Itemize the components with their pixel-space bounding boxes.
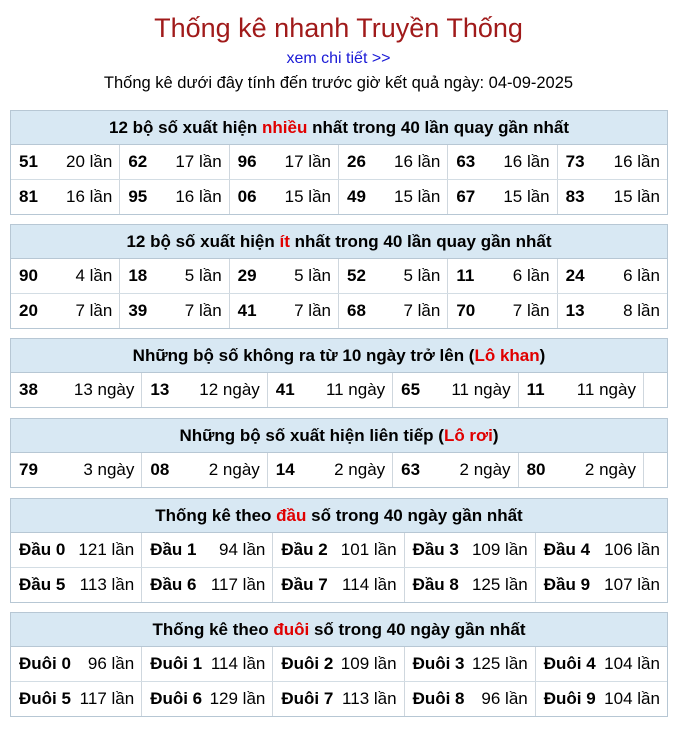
number-cell: 73 16 lần: [565, 152, 660, 171]
number-cell: 13 12 ngày: [142, 373, 267, 407]
least-frequent-header: 12 bộ số xuất hiện ít nhất trong 40 lần quay gần nhất: [11, 225, 667, 259]
number-cell: 65 11 ngày: [393, 373, 518, 407]
date-note: Thống kê dưới đây tính đến trước giờ kết quả ngày: 04-09-2025: [103, 74, 574, 92]
number-cell: 51 20 lần: [11, 145, 120, 179]
lo-khan-table: [10, 338, 668, 408]
table-row: [11, 373, 667, 407]
number-cell: Đuôi 7 113 lần: [273, 682, 404, 716]
number-cell: 14 2 ngày: [268, 453, 393, 487]
table-row: [11, 145, 667, 179]
number-cell: 81 16 lần: [11, 180, 120, 214]
number-cell: Đầu 5 113 lần: [11, 568, 142, 602]
lo-khan-header: Những bộ số không ra từ 10 ngày trở lên (Lô khan): [11, 339, 667, 373]
number-cell: 11 11 ngày: [519, 373, 644, 407]
number-cell: 39 7 lần: [120, 294, 229, 328]
number-cell: 29 5 lần: [230, 259, 339, 293]
number-cell: Đầu 1 94 lần: [142, 533, 273, 567]
dau-header: Thống kê theo đầu số trong 40 ngày gần nhất: [11, 499, 667, 533]
number-cell: 90 4 lần: [11, 259, 120, 293]
empty-cell: [644, 453, 665, 487]
number-cell: Đuôi 0 96 lần: [11, 647, 142, 681]
number-cell: Đuôi 9 104 lần: [543, 689, 660, 708]
empty-cell: [644, 373, 665, 407]
number-cell: Đuôi 5 117 lần: [11, 682, 142, 716]
duoi-table: [10, 612, 668, 717]
dau-table: [10, 498, 668, 603]
number-cell: Đầu 3 109 lần: [405, 533, 536, 567]
number-cell: 06 15 lần: [230, 180, 339, 214]
detail-link[interactable]: xem chi tiết >>: [286, 50, 391, 67]
number-cell: 26 16 lần: [339, 145, 448, 179]
number-cell: 49 15 lần: [339, 180, 448, 214]
table-row: [11, 293, 667, 328]
number-cell: Đuôi 1 114 lần: [142, 647, 273, 681]
most-frequent-table: [10, 110, 668, 215]
page-title: Thống kê nhanh Truyền Thống: [154, 13, 523, 43]
number-cell: 20 7 lần: [11, 294, 120, 328]
number-cell: 79 3 ngày: [11, 453, 142, 487]
number-cell: Đuôi 8 96 lần: [405, 682, 536, 716]
number-cell: 68 7 lần: [339, 294, 448, 328]
number-cell: 83 15 lần: [565, 187, 660, 206]
number-cell: Đuôi 6 129 lần: [142, 682, 273, 716]
number-cell: Đuôi 4 104 lần: [543, 654, 660, 673]
number-cell: Đầu 6 117 lần: [142, 568, 273, 602]
number-cell: 63 2 ngày: [393, 453, 518, 487]
number-cell: 52 5 lần: [339, 259, 448, 293]
number-cell: Đầu 7 114 lần: [273, 568, 404, 602]
table-row: [11, 647, 667, 681]
table-row: [11, 179, 667, 214]
table-row: [11, 533, 667, 567]
number-cell: 24 6 lần: [565, 266, 660, 285]
table-row: [11, 567, 667, 602]
number-cell: Đầu 8 125 lần: [405, 568, 536, 602]
number-cell: 41 7 lần: [230, 294, 339, 328]
table-row: [11, 259, 667, 293]
number-cell: 62 17 lần: [120, 145, 229, 179]
lo-roi-table: [10, 418, 668, 488]
table-row: [11, 681, 667, 716]
lo-roi-header: Những bộ số xuất hiện liên tiếp (Lô rơi): [11, 419, 667, 453]
least-frequent-table: [10, 224, 668, 329]
number-cell: 41 11 ngày: [268, 373, 393, 407]
number-cell: 08 2 ngày: [142, 453, 267, 487]
number-cell: 11 6 lần: [448, 259, 557, 293]
number-cell: Đầu 2 101 lần: [273, 533, 404, 567]
number-cell: Đầu 0 121 lần: [11, 533, 142, 567]
number-cell: 67 15 lần: [448, 180, 557, 214]
number-cell: 13 8 lần: [565, 301, 660, 320]
most-frequent-header: 12 bộ số xuất hiện nhiều nhất trong 40 lần quay gần nhất: [11, 111, 667, 145]
number-cell: 70 7 lần: [448, 294, 557, 328]
table-row: [11, 453, 667, 487]
number-cell: 63 16 lần: [448, 145, 557, 179]
number-cell: Đuôi 2 109 lần: [273, 647, 404, 681]
number-cell: Đầu 4 106 lần: [543, 540, 660, 559]
number-cell: 38 13 ngày: [11, 373, 142, 407]
number-cell: 80 2 ngày: [519, 453, 644, 487]
duoi-header: Thống kê theo đuôi số trong 40 ngày gần nhất: [11, 613, 667, 647]
number-cell: 18 5 lần: [120, 259, 229, 293]
number-cell: Đầu 9 107 lần: [543, 575, 660, 594]
number-cell: 96 17 lần: [230, 145, 339, 179]
number-cell: 95 16 lần: [120, 180, 229, 214]
number-cell: Đuôi 3 125 lần: [405, 647, 536, 681]
